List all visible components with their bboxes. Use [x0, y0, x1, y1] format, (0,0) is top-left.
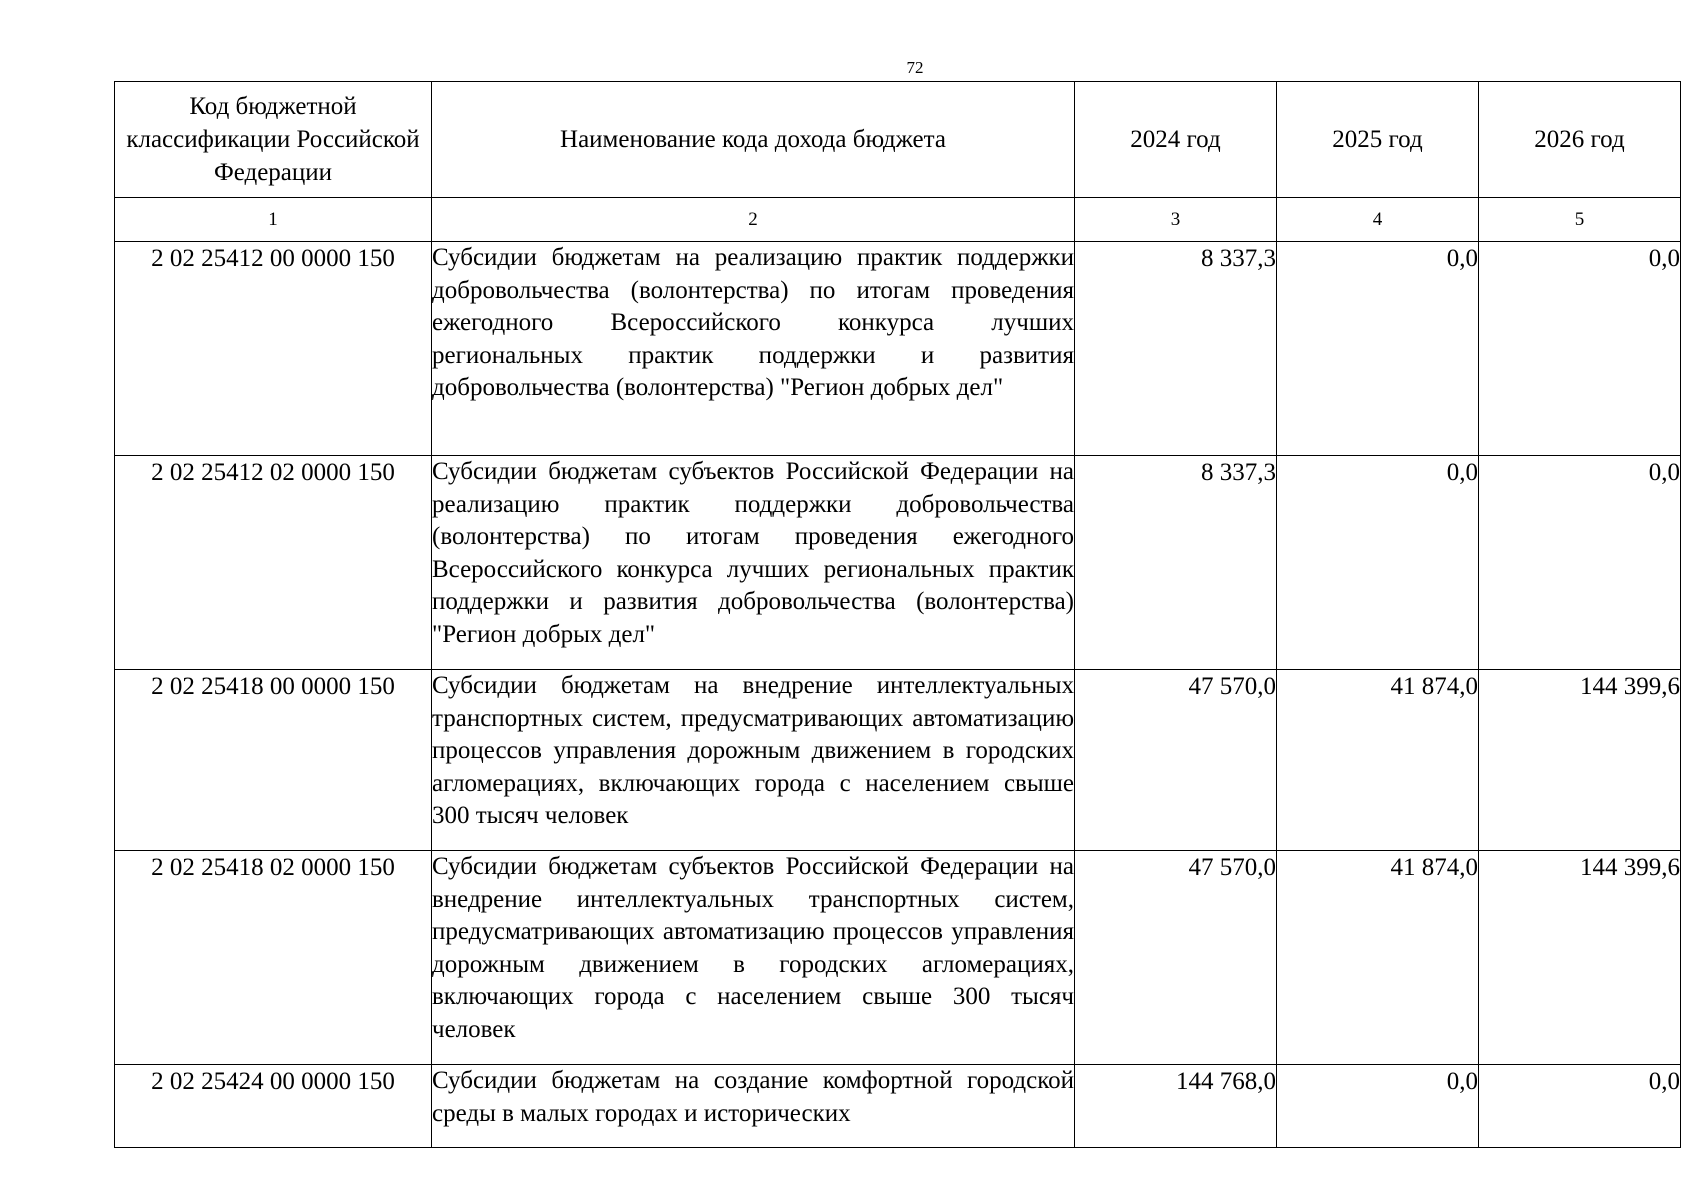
- amount-2024: 47 570,0: [1075, 670, 1277, 851]
- header-2026: 2026 год: [1479, 82, 1681, 198]
- amount-2025: 41 874,0: [1277, 851, 1479, 1065]
- header-code: Код бюджетной классификации Российской Федерации: [115, 82, 432, 198]
- table-row: [115, 456, 1681, 670]
- column-number: 4: [1277, 198, 1479, 242]
- budget-code: 2 02 25412 00 0000 150: [115, 242, 432, 456]
- header-name: Наименование кода дохода бюджета: [432, 82, 1075, 198]
- table-row: [115, 242, 1681, 456]
- budget-revenue-table: [114, 81, 1681, 1148]
- amount-2026: 144 399,6: [1479, 670, 1681, 851]
- amount-2024: 8 337,3: [1075, 242, 1277, 456]
- revenue-name: Субсидии бюджетам субъектов Российской Федерации на реализацию практик поддержки добровольчества (волонтерства) по итогам проведения ежегодного Всероссийского конкурса лучших региональных практик поддержки и развития добровольчества (волонтерства) "Регион добрых дел": [432, 456, 1075, 670]
- amount-2025: 41 874,0: [1277, 670, 1479, 851]
- amount-2024: 144 768,0: [1075, 1065, 1277, 1148]
- revenue-name: Субсидии бюджетам субъектов Российской Федерации на внедрение интеллектуальных транспортных систем, предусматривающих автоматизацию процессов управления дорожным движением в городских агломерациях, включающих города с населением свыше 300 тысяч человек: [432, 851, 1075, 1065]
- amount-2026: 0,0: [1479, 242, 1681, 456]
- amount-2025: 0,0: [1277, 456, 1479, 670]
- revenue-name: Субсидии бюджетам на реализацию практик поддержки добровольчества (волонтерства) по итогам проведения ежегодного Всероссийского конкурса лучших региональных практик поддержки и развития добровольчества (волонтерства) "Регион добрых дел": [432, 242, 1075, 456]
- table-row: [115, 1065, 1681, 1148]
- revenue-name: Субсидии бюджетам на внедрение интеллектуальных транспортных систем, предусматривающих автоматизацию процессов управления дорожным движением в городских агломерациях, включающих города с населением свыше 300 тысяч человек: [432, 670, 1075, 851]
- budget-code: 2 02 25418 02 0000 150: [115, 851, 432, 1065]
- amount-2024: 47 570,0: [1075, 851, 1277, 1065]
- column-number: 2: [432, 198, 1075, 242]
- column-number: 1: [115, 198, 432, 242]
- header-2024: 2024 год: [1075, 82, 1277, 198]
- column-number: 3: [1075, 198, 1277, 242]
- column-number: 5: [1479, 198, 1681, 242]
- amount-2026: 0,0: [1479, 456, 1681, 670]
- budget-code: 2 02 25418 00 0000 150: [115, 670, 432, 851]
- header-2025: 2025 год: [1277, 82, 1479, 198]
- amount-2024: 8 337,3: [1075, 456, 1277, 670]
- table-row: [115, 851, 1681, 1065]
- page-number: 72: [906, 58, 924, 77]
- amount-2026: 144 399,6: [1479, 851, 1681, 1065]
- table-row: [115, 670, 1681, 851]
- column-number-row: [115, 198, 1681, 242]
- table-header-row: [115, 82, 1681, 198]
- amount-2026: 0,0: [1479, 1065, 1681, 1148]
- budget-code: 2 02 25424 00 0000 150: [115, 1065, 432, 1148]
- revenue-name: Субсидии бюджетам на создание комфортной городской среды в малых городах и исторических: [432, 1065, 1075, 1148]
- amount-2025: 0,0: [1277, 242, 1479, 456]
- budget-code: 2 02 25412 02 0000 150: [115, 456, 432, 670]
- amount-2025: 0,0: [1277, 1065, 1479, 1148]
